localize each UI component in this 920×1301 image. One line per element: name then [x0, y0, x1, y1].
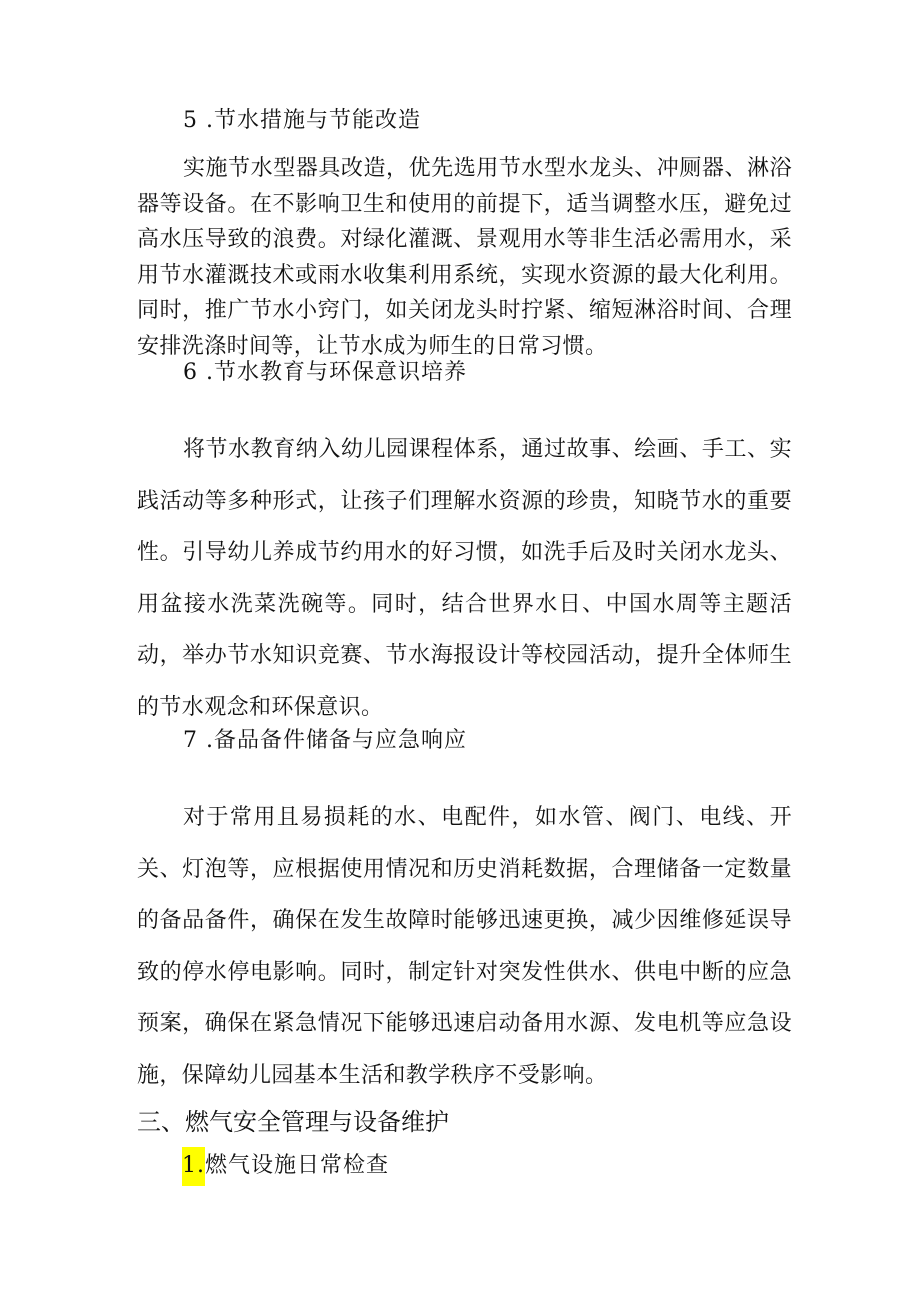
sub-item-gas-check — [182, 1147, 389, 1186]
section-title: 三、燃气安全管理与设备维护 — [137, 1108, 449, 1136]
heading-5: 5 .节水措施与节能改造 — [183, 108, 421, 133]
paragraph-5: 实施节水型器具改造，优先选用节水型水龙头、冲厕器、淋浴器等设备。在不影响卫生和使用的前提下，适当调整水压，避免过高水压导致的浪费。对绿化灌溉、景观用水等非生活必需用水，采用节水灌溉技术或雨水收集利用系统，实现水资源的最大化利用。同时，推广节水小窍门，如关闭龙头时拧紧、缩短淋浴时间、合理安排洗涤时间等，让节水成为师生的日常习惯。 — [137, 156, 792, 359]
paragraph-6: 将节水教育纳入幼儿园课程体系，通过故事、绘画、手工、实践活动等多种形式，让孩子们理解水资源的珍贵，知晓节水的重要性。引导幼儿养成节约用水的好习惯，如洗手后及时关闭水龙头、用盆接水洗菜洗碗等。同时，结合世界水日、中国水周等主题活动，举办节水知识竞赛、节水海报设计等校园活动，提升全体师生的节水观念和环保意识。 — [137, 437, 792, 720]
heading-7: 7 .备品备件储备与应急响应 — [183, 728, 467, 753]
heading-6: 6 .节水教育与环保意识培养 — [183, 360, 467, 385]
paragraph-7: 对于常用且易损耗的水、电配件，如水管、阀门、电线、开关、灯泡等，应根据使用情况和历史消耗数据，合理储备一定数量的备品备件，确保在发生故障时能够迅速更换，减少因维修延误导致的停水停电影响。同时，制定针对突发性供水、供电中断的应急预案，确保在紧急情况下能够迅速启动备用水源、发电机等应急设施，保障幼儿园基本生活和教学秩序不受影响。 — [137, 805, 792, 1088]
sub-item-text: 燃气设施日常检查 — [205, 1153, 390, 1178]
highlighted-number: 1. — [182, 1147, 205, 1186]
